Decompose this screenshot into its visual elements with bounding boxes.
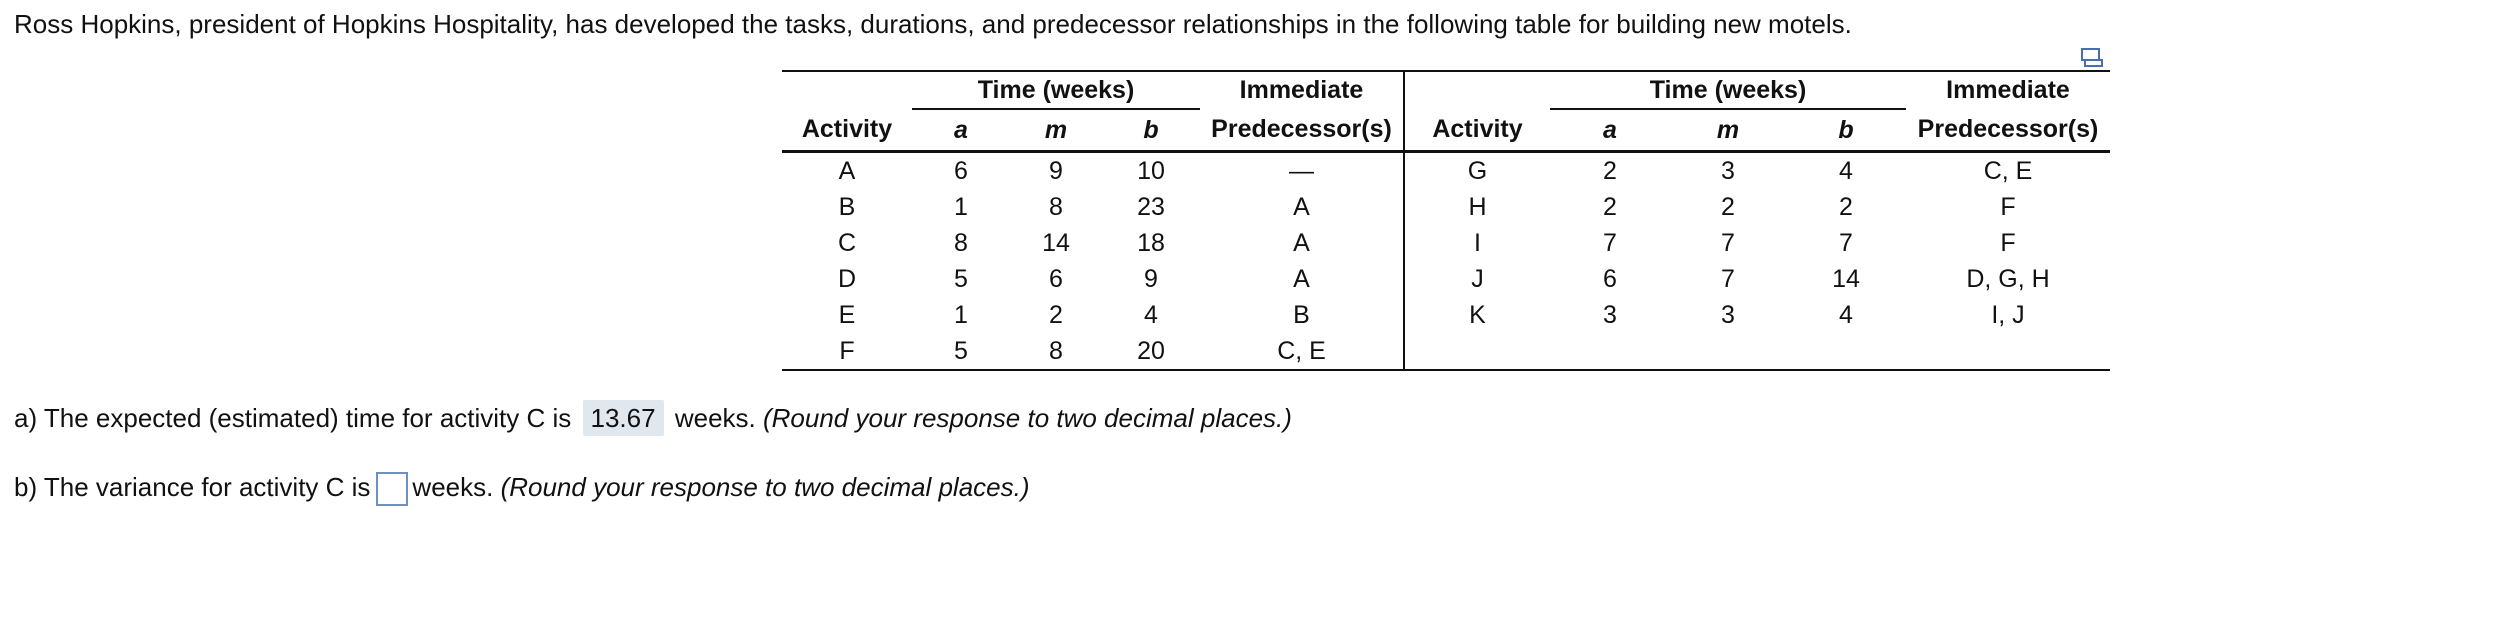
right-m-cell: 3 bbox=[1721, 300, 1735, 329]
question-b-text: b) The variance for activity C is bbox=[14, 472, 371, 502]
problem-intro: Ross Hopkins, president of Hopkins Hospitality, has developed the tasks, durations, and predecessor relationships in the following table for building new motels. bbox=[14, 9, 1852, 39]
right-predecessors-cell: C, E bbox=[1983, 156, 2033, 185]
right-a-cell: 7 bbox=[1603, 228, 1617, 257]
right-m-cell: 7 bbox=[1721, 228, 1735, 257]
left-b-cell: 10 bbox=[1137, 156, 1165, 185]
header-spacer bbox=[782, 71, 912, 109]
right-predecessors-cell: F bbox=[2000, 192, 2016, 221]
question-a-note: (Round your response to two decimal places.) bbox=[762, 403, 1292, 433]
right-a-cell: 3 bbox=[1603, 300, 1617, 329]
table-header-row-1 bbox=[782, 71, 2110, 109]
table-row bbox=[782, 152, 2110, 190]
left-predecessors-cell: A bbox=[1200, 189, 1404, 225]
right-b-cell: 14 bbox=[1832, 264, 1860, 293]
left-b-cell: 18 bbox=[1137, 228, 1165, 257]
left-activity-cell: C bbox=[837, 228, 857, 257]
question-a-text: a) The expected (estimated) time for activity C is bbox=[14, 403, 572, 433]
left-a-cell: 8 bbox=[954, 228, 968, 257]
right-activity-cell: G bbox=[1467, 156, 1488, 185]
left-a-cell: 5 bbox=[954, 264, 968, 293]
table-body bbox=[782, 152, 2110, 371]
right-b-cell bbox=[1786, 333, 1906, 370]
predecessor-header: Immediate bbox=[1200, 71, 1404, 109]
right-a-cell: 2 bbox=[1603, 156, 1617, 185]
right-b-cell: 7 bbox=[1839, 228, 1853, 257]
a-header: a bbox=[1550, 109, 1670, 152]
left-m-cell: 8 bbox=[1010, 333, 1102, 370]
table-row bbox=[782, 225, 2110, 261]
left-a-cell: 5 bbox=[912, 333, 1010, 370]
question-a-unit: weeks. bbox=[674, 403, 756, 433]
question-b-unit: weeks. bbox=[412, 472, 494, 502]
b-header: b bbox=[1102, 109, 1200, 152]
right-predecessors-cell bbox=[1906, 333, 2110, 370]
question-b bbox=[14, 470, 1030, 506]
predecessor-header: Predecessor(s) bbox=[1906, 109, 2110, 152]
right-activity-cell: J bbox=[1471, 264, 1484, 293]
time-weeks-header: Time (weeks) bbox=[1550, 71, 1906, 109]
left-predecessors-cell: A bbox=[1200, 261, 1404, 297]
predecessor-header: Predecessor(s) bbox=[1200, 109, 1404, 152]
left-predecessors-cell: B bbox=[1200, 297, 1404, 333]
left-a-cell: 1 bbox=[954, 192, 968, 221]
m-header: m bbox=[1670, 109, 1786, 152]
left-activity-cell: A bbox=[838, 156, 856, 185]
table-header-row-2 bbox=[782, 109, 2110, 152]
right-activity-cell: K bbox=[1469, 300, 1486, 329]
right-m-cell: 3 bbox=[1721, 156, 1735, 185]
left-activity-cell: F bbox=[782, 333, 912, 370]
left-b-cell: 20 bbox=[1102, 333, 1200, 370]
left-b-cell: 9 bbox=[1144, 264, 1158, 293]
left-a-cell: 1 bbox=[954, 300, 968, 329]
left-b-cell: 4 bbox=[1144, 300, 1158, 329]
answer-a-value[interactable]: 13.67 bbox=[583, 400, 664, 436]
time-weeks-header: Time (weeks) bbox=[912, 71, 1200, 109]
right-predecessors-cell: I, J bbox=[1991, 300, 2025, 329]
left-activity-cell: D bbox=[837, 264, 857, 293]
a-header: a bbox=[912, 109, 1010, 152]
right-a-cell: 6 bbox=[1603, 264, 1617, 293]
header-spacer bbox=[1404, 71, 1550, 109]
left-predecessors-cell: C, E bbox=[1200, 333, 1404, 370]
activity-header: Activity bbox=[1404, 109, 1550, 152]
left-m-cell: 9 bbox=[1049, 156, 1063, 185]
m-header: m bbox=[1010, 109, 1102, 152]
right-b-cell: 4 bbox=[1839, 156, 1853, 185]
left-a-cell: 6 bbox=[954, 156, 968, 185]
table-row bbox=[782, 297, 2110, 333]
right-m-cell: 2 bbox=[1721, 192, 1735, 221]
question-a bbox=[14, 400, 1292, 436]
right-activity-cell: H bbox=[1468, 192, 1487, 221]
right-b-cell: 2 bbox=[1839, 192, 1853, 221]
table-row bbox=[782, 333, 2110, 370]
question-b-note: (Round your response to two decimal places.) bbox=[500, 472, 1030, 502]
left-predecessors-cell: A bbox=[1200, 225, 1404, 261]
left-m-cell: 2 bbox=[1049, 300, 1063, 329]
left-b-cell: 23 bbox=[1137, 192, 1165, 221]
right-predecessors-cell: F bbox=[2000, 228, 2016, 257]
left-m-cell: 14 bbox=[1042, 228, 1070, 257]
right-a-cell: 2 bbox=[1603, 192, 1617, 221]
right-activity-cell: I bbox=[1474, 228, 1481, 257]
b-header: b bbox=[1786, 109, 1906, 152]
left-m-cell: 6 bbox=[1049, 264, 1063, 293]
activity-header: Activity bbox=[782, 109, 912, 152]
right-a-cell bbox=[1550, 333, 1670, 370]
right-predecessors-cell: D, G, H bbox=[1966, 264, 2050, 293]
predecessor-header: Immediate bbox=[1906, 71, 2110, 109]
expand-icon[interactable] bbox=[2080, 46, 2104, 68]
right-b-cell: 4 bbox=[1839, 300, 1853, 329]
right-m-cell: 7 bbox=[1721, 264, 1735, 293]
left-predecessors-cell: — bbox=[1200, 152, 1404, 190]
answer-b-input[interactable] bbox=[376, 472, 408, 506]
table-row bbox=[782, 261, 2110, 297]
activity-table bbox=[782, 70, 2110, 371]
left-m-cell: 8 bbox=[1049, 192, 1063, 221]
left-activity-cell: B bbox=[838, 192, 856, 221]
right-m-cell bbox=[1670, 333, 1786, 370]
left-activity-cell: E bbox=[838, 300, 856, 329]
table-row bbox=[782, 189, 2110, 225]
right-activity-cell bbox=[1404, 333, 1550, 370]
